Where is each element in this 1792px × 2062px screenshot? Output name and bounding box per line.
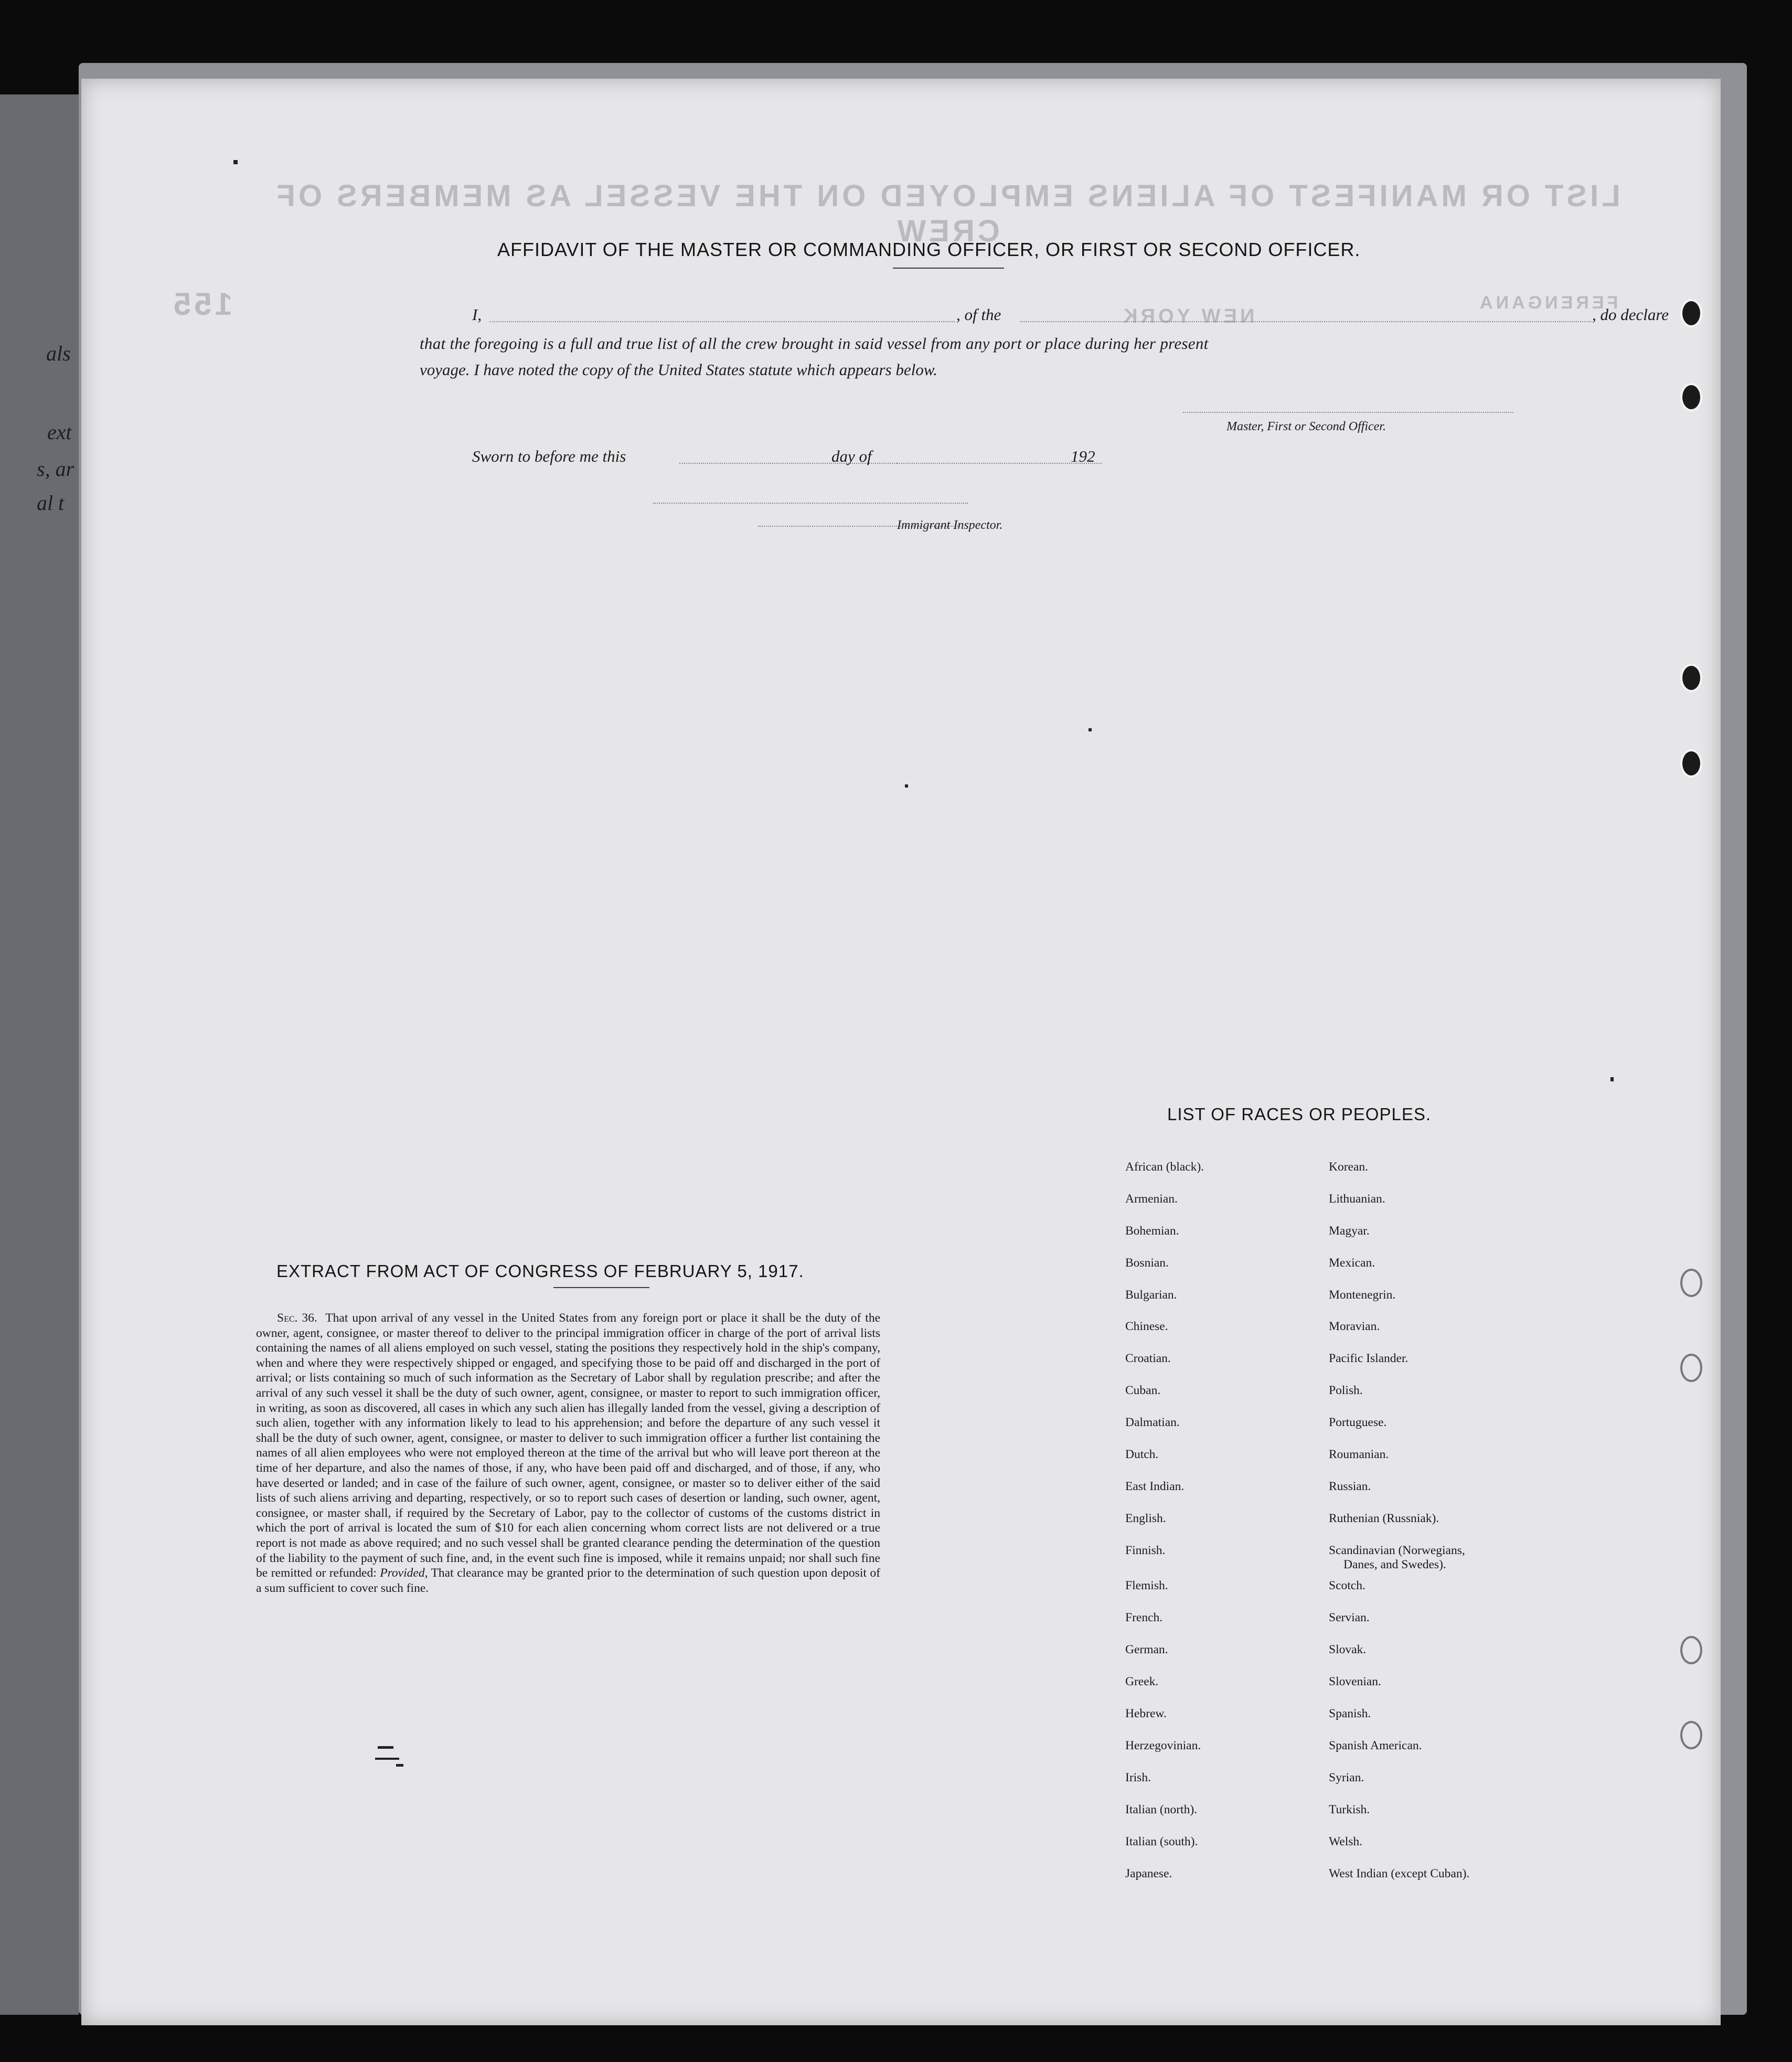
- edge-text-fragment: ext: [47, 420, 72, 444]
- race-item: Magyar.: [1329, 1224, 1370, 1238]
- document-page: [81, 79, 1721, 2025]
- race-item: Dalmatian.: [1125, 1416, 1180, 1429]
- affidavit-line2: that the foregoing is a full and true list of all the crew brought in said vessel from any port or place during her present: [420, 334, 1209, 353]
- signature-label: Master, First or Second Officer.: [1226, 420, 1386, 433]
- race-item: Greek.: [1125, 1675, 1159, 1688]
- master-name-field[interactable]: [489, 321, 955, 322]
- race-item: Italian (north).: [1125, 1803, 1198, 1816]
- race-item: Russian.: [1329, 1480, 1371, 1493]
- punch-hole: [1680, 299, 1702, 327]
- day-of-text: day of: [831, 447, 872, 465]
- race-item: Slovak.: [1329, 1643, 1367, 1656]
- punch-hole: [1680, 749, 1702, 778]
- race-item: Scandinavian (Norwegians,: [1329, 1544, 1465, 1557]
- race-item: German.: [1125, 1643, 1168, 1656]
- race-item: Montenegrin.: [1329, 1288, 1396, 1302]
- affidavit-title: AFFIDAVIT OF THE MASTER OR COMMANDING OFFICER, OR FIRST OR SECOND OFFICER.: [497, 239, 1361, 260]
- ink-mark: [396, 1764, 403, 1767]
- race-item: Welsh.: [1329, 1835, 1363, 1848]
- punch-hole: [1680, 383, 1702, 411]
- affidavit-line3: voyage. I have noted the copy of the United States statute which appears below.: [420, 360, 937, 379]
- ink-speck: [905, 784, 908, 788]
- race-item: Cuban.: [1125, 1384, 1161, 1397]
- extract-text-part2: That clearance may be granted prior to the determination of such question upon deposit of a sum sufficient to cover such fine.: [256, 1566, 880, 1595]
- race-item: Chinese.: [1125, 1320, 1168, 1333]
- section-label: Sec. 36.: [277, 1311, 317, 1325]
- race-item: Moravian.: [1329, 1320, 1380, 1333]
- race-item: Ruthenian (Russniak).: [1329, 1512, 1439, 1525]
- race-item: Scotch.: [1329, 1579, 1366, 1592]
- race-item: Turkish.: [1329, 1803, 1370, 1816]
- race-item: Portuguese.: [1329, 1416, 1387, 1429]
- race-item: Italian (south).: [1125, 1835, 1198, 1848]
- race-item: French.: [1125, 1611, 1163, 1624]
- signature-field[interactable]: [1183, 412, 1513, 413]
- race-item: Hebrew.: [1125, 1707, 1167, 1720]
- race-item: Servian.: [1329, 1611, 1370, 1624]
- race-item: Slovenian.: [1329, 1675, 1381, 1688]
- race-item: East Indian.: [1125, 1480, 1185, 1493]
- punch-hole: [1680, 1721, 1702, 1749]
- race-item: Dutch.: [1125, 1448, 1159, 1461]
- ink-speck: [1089, 728, 1092, 731]
- ink-mark: [375, 1758, 399, 1760]
- race-item: Roumanian.: [1329, 1448, 1389, 1461]
- race-item: West Indian (except Cuban).: [1329, 1867, 1470, 1880]
- races-title: LIST OF RACES OR PEOPLES.: [1167, 1104, 1432, 1124]
- extract-title-rule: [553, 1287, 649, 1288]
- race-item: Spanish American.: [1329, 1739, 1422, 1752]
- extract-body: [256, 1311, 880, 1596]
- affidavit-do-declare: , do declare: [1592, 305, 1669, 324]
- year-prefix: 192: [1071, 447, 1095, 465]
- inspector-label: Immigrant Inspector.: [897, 518, 1003, 532]
- bleed-through-vessel: FERENGANA: [1477, 293, 1618, 313]
- vessel-name-field[interactable]: [1020, 321, 1591, 322]
- punch-hole: [1680, 1354, 1702, 1382]
- bleed-through-title: LIST OR MANIFEST OF ALIENS EMPLOYED ON THE VESSEL AS MEMBERS OF CREW: [273, 179, 1620, 248]
- race-item: Irish.: [1125, 1771, 1151, 1784]
- race-item: Bulgarian.: [1125, 1288, 1177, 1302]
- race-item: Spanish.: [1329, 1707, 1371, 1720]
- race-item: Pacific Islander.: [1329, 1352, 1409, 1365]
- affidavit-title-rule: [893, 268, 1004, 269]
- race-item: Flemish.: [1125, 1579, 1168, 1592]
- race-item: Bosnian.: [1125, 1256, 1169, 1270]
- extract-title: EXTRACT FROM ACT OF CONGRESS OF FEBRUARY 5, 1917.: [276, 1261, 804, 1281]
- race-item: Korean.: [1329, 1160, 1369, 1174]
- race-item: Finnish.: [1125, 1544, 1166, 1557]
- race-item: Mexican.: [1329, 1256, 1375, 1270]
- race-item: English.: [1125, 1512, 1166, 1525]
- edge-text-fragment: al t: [37, 491, 65, 515]
- inspector-signature-field[interactable]: [653, 503, 968, 504]
- race-item: Croatian.: [1125, 1352, 1171, 1365]
- race-item: Polish.: [1329, 1384, 1363, 1397]
- race-item: Syrian.: [1329, 1771, 1364, 1784]
- race-item: African (black).: [1125, 1160, 1204, 1174]
- punch-hole: [1680, 1269, 1702, 1297]
- edge-text-fragment: als: [46, 342, 71, 365]
- ink-mark: [378, 1746, 393, 1749]
- affidavit-line1-start: I,: [472, 305, 482, 324]
- affidavit-of-the: , of the: [956, 305, 1001, 324]
- bleed-through-number: 155: [170, 286, 233, 322]
- extract-text-part1: That upon arrival of any vessel in the United States from any foreign port or place it shall be the duty of the owner, agent, consignee, or master thereof to deliver to the principal immigration officer in charge of the port of arrival lists containing the names of all aliens employed on such vessel, stating the positions they respectively hold in the ship's company, when and where they were respectively shipped or engaged, and specifying those to be paid off and discharged in the port of arrival; or lists containing so much of such information as the Secretary of Labor shall by regulation prescribe; and after the arrival of any such vessel it shall be the duty of such owner, agent, consignee, or master to report to such immigration officer, in writing, as soon as discovered, all cases in which any such alien has illegally landed from the vessel, giving a description of such alien, together with any information likely to lead to his apprehension; and before the departure of any such vessel it shall be the duty of such owner, agent, consignee, or master to deliver to such immigration officer a further list containing the names of all alien employees who were not employed thereon at the time of the arrival but who will leave port thereon at the time of her departure, and also the names of those, if any, who have been paid off and discharged, and of those, if any, who have deserted or landed; and in case of the failure of such owner, agent, consignee, or master so to deliver either of the said lists of such aliens arriving and departing, respectively, or so to report such cases of desertion or landing, such owner, agent, consignee, or master shall, if required by the Secretary of Labor, pay to the collector of customs of the customs district in which the port of arrival is located the sum of $10 for each alien concerning whom correct lists are not delivered or a true report is not made as above required; and no such vessel shall be granted clearance pending the determination of the question of the liability to the payment of such fine, and, in the event such fine is imposed, while it remains unpaid; nor shall such fine be remitted or refunded:: [256, 1311, 881, 1580]
- race-item: Herzegovinian.: [1125, 1739, 1201, 1752]
- ink-speck: [233, 160, 238, 164]
- ink-speck: [1610, 1077, 1614, 1081]
- provided-word: Provided,: [380, 1566, 428, 1580]
- race-item: Armenian.: [1125, 1192, 1178, 1206]
- bleed-through-port: NEW YORK: [1120, 305, 1255, 327]
- punch-hole: [1680, 664, 1702, 692]
- punch-hole: [1680, 1636, 1702, 1664]
- adjacent-page-strip: [0, 94, 79, 2015]
- race-item: Japanese.: [1125, 1867, 1172, 1880]
- sworn-text: Sworn to before me this: [472, 447, 626, 465]
- edge-text-fragment: s, ar: [37, 457, 74, 481]
- race-item: Bohemian.: [1125, 1224, 1179, 1238]
- race-item: Lithuanian.: [1329, 1192, 1385, 1206]
- race-item: Danes, and Swedes).: [1343, 1558, 1446, 1571]
